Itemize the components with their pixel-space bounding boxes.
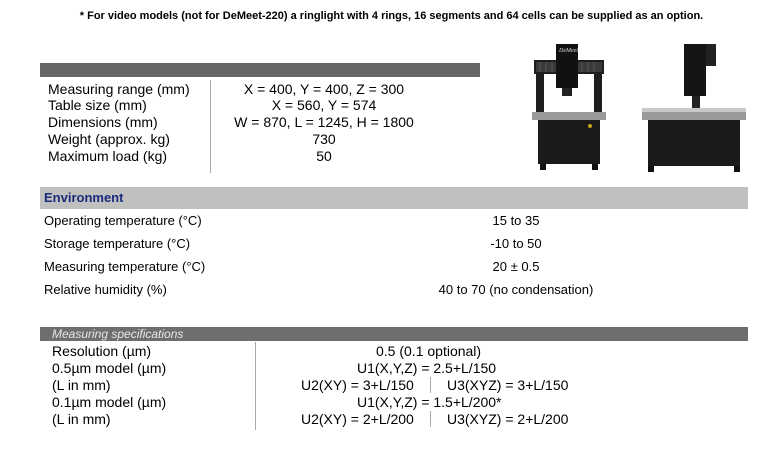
environment-label: Measuring temperature (°C)	[44, 259, 206, 274]
spec-label: Maximum load (kg)	[48, 148, 168, 164]
measuring-title: Measuring specifications	[52, 327, 184, 341]
spec-value: X = 400, Y = 400, Z = 300	[243, 81, 405, 97]
environment-title: Environment	[44, 190, 124, 205]
spec-value: W = 870, L = 1245, H = 1800	[234, 114, 414, 130]
footnote: * For video models (not for DeMeet-220) a ringlight with 4 rings, 16 segments and 64 cells can be supplied as an option.	[79, 10, 704, 22]
u1-05-value: U1(X,Y,Z) = 2.5+L/150	[357, 360, 497, 376]
environment-value: -10 to 50	[490, 236, 542, 251]
environment-label: Relative humidity (%)	[44, 282, 167, 297]
u2-01-value: U2(XY) = 2+L/200	[301, 411, 414, 427]
u3-05-value: U3(XYZ) = 3+L/150	[447, 377, 569, 393]
measuring-divider	[255, 342, 256, 430]
spec-label: Measuring range (mm)	[48, 81, 190, 97]
spec-label: Table size (mm)	[48, 97, 147, 113]
measuring-label: 0.1µm model (µm)	[52, 394, 167, 410]
machine-front-image	[528, 40, 628, 172]
environment-value: 20 ± 0.5	[492, 259, 540, 274]
spec-label: Weight (approx. kg)	[48, 131, 170, 147]
environment-value: 15 to 35	[492, 213, 540, 228]
spec-value: X = 560, Y = 574	[271, 97, 377, 113]
u2-05-value: U2(XY) = 3+L/150	[301, 377, 414, 393]
measuring-label: 0.5µm model (µm)	[52, 360, 167, 376]
resolution-value: 0.5 (0.1 optional)	[376, 343, 482, 359]
measuring-label: (L in mm)	[52, 377, 111, 393]
measuring-header	[40, 327, 748, 341]
environment-label: Storage temperature (°C)	[44, 236, 191, 251]
u1-01-value: U1(X,Y,Z) = 1.5+L/200*	[357, 394, 502, 410]
machine-side-image	[640, 40, 752, 180]
measuring-label: Resolution (µm)	[52, 343, 152, 359]
u3-01-value: U3(XYZ) = 2+L/200	[447, 411, 569, 427]
environment-header	[40, 187, 748, 209]
environment-label: Operating temperature (°C)	[44, 213, 202, 228]
u-divider	[430, 411, 431, 427]
specs-header-bar	[40, 63, 480, 77]
measuring-label: (L in mm)	[52, 411, 111, 427]
spec-value: 50	[316, 148, 332, 164]
spec-label: Dimensions (mm)	[48, 114, 158, 130]
environment-value: 40 to 70 (no condensation)	[438, 282, 594, 297]
u-divider	[430, 377, 431, 393]
spec-value: 730	[312, 131, 336, 147]
machine-logo: DeMeet	[559, 48, 578, 54]
